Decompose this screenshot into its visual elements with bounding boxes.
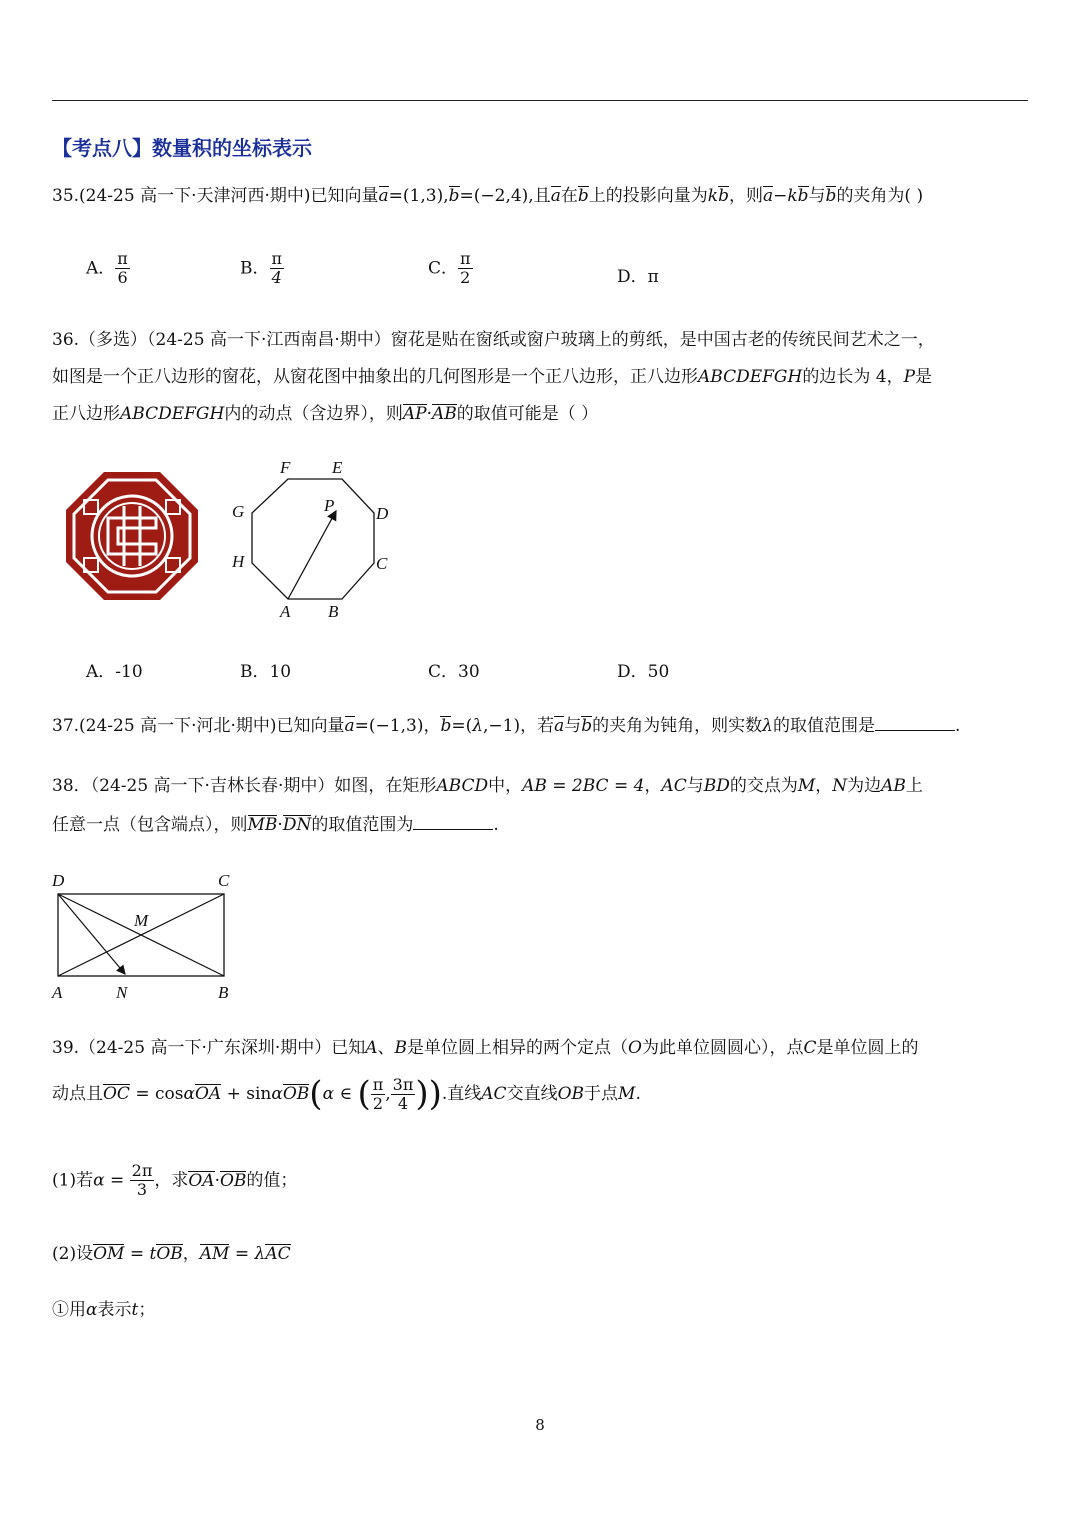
q36-line2: 如图是一个正八边形的窗花，从窗花图中抽象出的几何图形是一个正八边形，正八边形ABCDEFGH的边长为 4，P是 bbox=[52, 367, 933, 387]
q35-option-d[interactable]: D．π bbox=[617, 267, 659, 287]
q38-line2: 任意一点（包含端点），则MB·DN的取值范围为 . bbox=[52, 815, 499, 835]
q39-sub2: (2)设OM = tOB，AM = λAC bbox=[52, 1244, 291, 1264]
label-d: D bbox=[52, 871, 65, 890]
window-flower-image bbox=[64, 470, 200, 602]
question-35: 35.(24-25 高一下·天津河西·期中)已知向量a=(1,3),b=(−2,4),且a在b上的投影向量为kb，则a−kb与b的夹角为( ) bbox=[52, 186, 924, 206]
rectangle-diagram bbox=[46, 866, 246, 1006]
q36-option-a[interactable]: A．-10 bbox=[86, 662, 143, 682]
label-p: P bbox=[324, 496, 335, 515]
q36-option-d[interactable]: D．50 bbox=[617, 662, 670, 682]
label-d: D bbox=[376, 504, 389, 523]
label-f: F bbox=[280, 458, 291, 477]
question-37: 37.(24-25 高一下·河北·期中)已知向量a=(−1,3)，b=(λ,−1)，若a与b的夹角为钝角，则实数λ的取值范围是 . bbox=[52, 716, 961, 736]
page-number: 8 bbox=[535, 1416, 545, 1434]
q39-line1: 39.（24-25 高一下·广东深圳·期中）已知A、B是单位圆上相异的两个定点（O为此单位圆圆心），点C是单位圆上的 bbox=[52, 1038, 919, 1058]
q39-sub1: (1)若α = $\frac{2\pi}{3}$ ，求OA·OB的值； bbox=[52, 1161, 298, 1200]
q36-line1: 36.（多选）（24-25 高一下·江西南昌·期中）窗花是贴在窗纸或窗户玻璃上的剪纸，是中国古老的传统民间艺术之一， bbox=[52, 330, 935, 350]
vector-dn bbox=[58, 894, 125, 974]
label-b: B bbox=[328, 602, 339, 621]
label-g: G bbox=[232, 502, 245, 521]
q38-line1: 38．（24-25 高一下·吉林长春·期中）如图，在矩形ABCD中，AB = 2BC = 4，AC与BD的交点为M，N为边AB上 bbox=[52, 776, 923, 796]
label-m: M bbox=[134, 911, 149, 930]
label-a: A bbox=[280, 602, 291, 621]
q35-option-c[interactable]: C． $\frac{\pi}{2}$ bbox=[428, 249, 471, 288]
label-h: H bbox=[232, 552, 245, 571]
label-a: A bbox=[52, 983, 63, 1002]
label-n: N bbox=[116, 983, 128, 1002]
label-c: C bbox=[376, 554, 388, 573]
q36-option-b[interactable]: B．10 bbox=[240, 662, 292, 682]
q39-sub3: ①用α表示t； bbox=[52, 1300, 156, 1320]
q35-option-a[interactable]: A． $\frac{\pi}{6}$ bbox=[86, 249, 128, 288]
label-e: E bbox=[332, 458, 343, 477]
section-title: 【考点八】数量积的坐标表示 bbox=[52, 136, 312, 160]
q36-option-c[interactable]: C．30 bbox=[428, 662, 480, 682]
header-rule bbox=[52, 100, 1028, 101]
label-c: C bbox=[218, 871, 230, 890]
q36-line3: 正八边形ABCDEFGH内的动点（含边界），则AP·AB的取值可能是（ ） bbox=[52, 404, 599, 424]
q35-option-b[interactable]: B． $\frac{\pi}{4}$ bbox=[240, 249, 283, 288]
answer-blank-37[interactable] bbox=[875, 730, 955, 731]
q39-line2: 动点且OC = cosαOA + sinαOB(α ∈ ( $\frac{\pi}{2}$ , $\frac{3\pi}{4}$ )).直线AC交直线OB于点M. bbox=[52, 1074, 641, 1114]
octagon-diagram bbox=[222, 455, 402, 625]
label-b: B bbox=[218, 983, 229, 1002]
answer-blank-38[interactable] bbox=[413, 829, 493, 830]
octagon bbox=[252, 479, 374, 599]
vector-ap bbox=[288, 511, 336, 599]
